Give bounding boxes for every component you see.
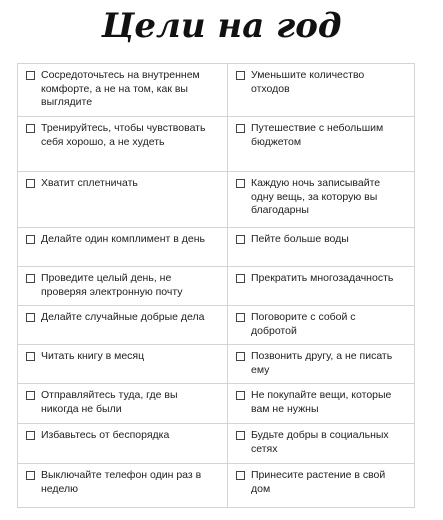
goal-label: Проведите целый день, не проверяя электронную почту — [41, 272, 183, 298]
goal-label: Хватит сплетничать — [41, 177, 138, 189]
goal-cell — [228, 464, 415, 508]
table-row — [18, 172, 415, 228]
checkbox-icon[interactable] — [236, 431, 245, 440]
table-row — [18, 424, 415, 464]
goal-label: Тренируйтесь, чтобы чувствовать себя хорошо, а не худеть — [41, 122, 206, 148]
goal-item[interactable] — [236, 122, 408, 149]
checkbox-icon[interactable] — [26, 431, 35, 440]
table-row — [18, 117, 415, 172]
checkbox-icon[interactable] — [236, 124, 245, 133]
checkbox-icon[interactable] — [26, 391, 35, 400]
goal-label: Каждую ночь записывайте одну вещь, за которую вы благодарны — [251, 177, 381, 217]
goal-cell — [18, 117, 228, 172]
goal-item[interactable] — [26, 469, 221, 496]
checkbox-icon[interactable] — [236, 235, 245, 244]
checkbox-icon[interactable] — [26, 235, 35, 244]
goal-cell — [228, 228, 415, 267]
goal-cell — [228, 345, 415, 384]
goal-cell — [228, 384, 415, 424]
checkbox-icon[interactable] — [236, 313, 245, 322]
goal-cell — [228, 172, 415, 228]
checkbox-icon[interactable] — [236, 71, 245, 80]
goal-item[interactable] — [26, 122, 221, 149]
goal-label: Не покупайте вещи, которые вам не нужны — [251, 389, 392, 415]
table-row — [18, 345, 415, 384]
checkbox-icon[interactable] — [236, 391, 245, 400]
checkbox-icon[interactable] — [26, 352, 35, 361]
goal-item[interactable] — [26, 311, 221, 325]
goal-item[interactable] — [26, 350, 221, 364]
goal-cell — [18, 172, 228, 228]
goal-cell — [18, 64, 228, 117]
checkbox-icon[interactable] — [26, 71, 35, 80]
goal-label: Избавьтесь от беспорядка — [41, 429, 170, 441]
goal-item[interactable] — [236, 469, 408, 496]
goals-checklist — [17, 63, 415, 508]
goal-label: Делайте случайные добрые дела — [41, 311, 205, 323]
goal-item[interactable] — [26, 233, 221, 247]
goal-label: Путешествие с небольшим бюджетом — [251, 122, 384, 148]
goal-item[interactable] — [26, 272, 221, 299]
goal-item[interactable] — [236, 69, 408, 96]
goal-cell — [18, 384, 228, 424]
checkbox-icon[interactable] — [26, 313, 35, 322]
goal-label: Отправляйтесь туда, где вы никогда не были — [41, 389, 178, 415]
goal-item[interactable] — [236, 177, 408, 218]
goal-cell — [18, 345, 228, 384]
goal-cell — [18, 267, 228, 306]
goal-cell — [18, 228, 228, 267]
checkbox-icon[interactable] — [236, 352, 245, 361]
page-title: Цели на год — [101, 6, 342, 46]
goal-cell — [18, 306, 228, 345]
goal-cell — [228, 424, 415, 464]
checkbox-icon[interactable] — [236, 274, 245, 283]
table-row — [18, 306, 415, 345]
table-row — [18, 384, 415, 424]
table-row — [18, 64, 415, 117]
goal-label: Делайте один комплимент в день — [41, 233, 205, 245]
goal-label: Уменьшите количество отходов — [251, 69, 365, 95]
goal-label: Позвонить другу, а не писать ему — [251, 350, 393, 376]
goal-cell — [18, 424, 228, 464]
goal-label: Сосредоточьтесь на внутреннем комфорте, а не на том, как вы выглядите — [41, 69, 200, 109]
goal-item[interactable] — [236, 389, 408, 416]
table-row — [18, 228, 415, 267]
goal-cell — [228, 306, 415, 345]
goal-cell — [18, 464, 228, 508]
table-row — [18, 464, 415, 508]
goal-label: Поговорите с собой с добротой — [251, 311, 356, 337]
goal-label: Пейте больше воды — [251, 233, 349, 245]
goal-item[interactable] — [26, 429, 221, 443]
checkbox-icon[interactable] — [26, 471, 35, 480]
goal-label: Будьте добры в социальных сетях — [251, 429, 389, 455]
checkbox-icon[interactable] — [236, 471, 245, 480]
goal-item[interactable] — [236, 272, 408, 286]
goal-item[interactable] — [236, 233, 408, 247]
goal-item[interactable] — [26, 69, 221, 110]
goal-item[interactable] — [236, 429, 408, 456]
goal-cell — [228, 267, 415, 306]
goal-cell — [228, 64, 415, 117]
checkbox-icon[interactable] — [26, 274, 35, 283]
checkbox-icon[interactable] — [236, 179, 245, 188]
goal-label: Выключайте телефон один раз в неделю — [41, 469, 202, 495]
goal-item[interactable] — [26, 177, 221, 191]
goal-item[interactable] — [26, 389, 221, 416]
table-row — [18, 267, 415, 306]
goal-item[interactable] — [236, 311, 408, 338]
goal-cell — [228, 117, 415, 172]
goal-label: Читать книгу в месяц — [41, 350, 145, 362]
goal-label: Прекратить многозадачность — [251, 272, 394, 284]
checkbox-icon[interactable] — [26, 124, 35, 133]
checkbox-icon[interactable] — [26, 179, 35, 188]
goal-item[interactable] — [236, 350, 408, 377]
goal-label: Принесите растение в свой дом — [251, 469, 386, 495]
